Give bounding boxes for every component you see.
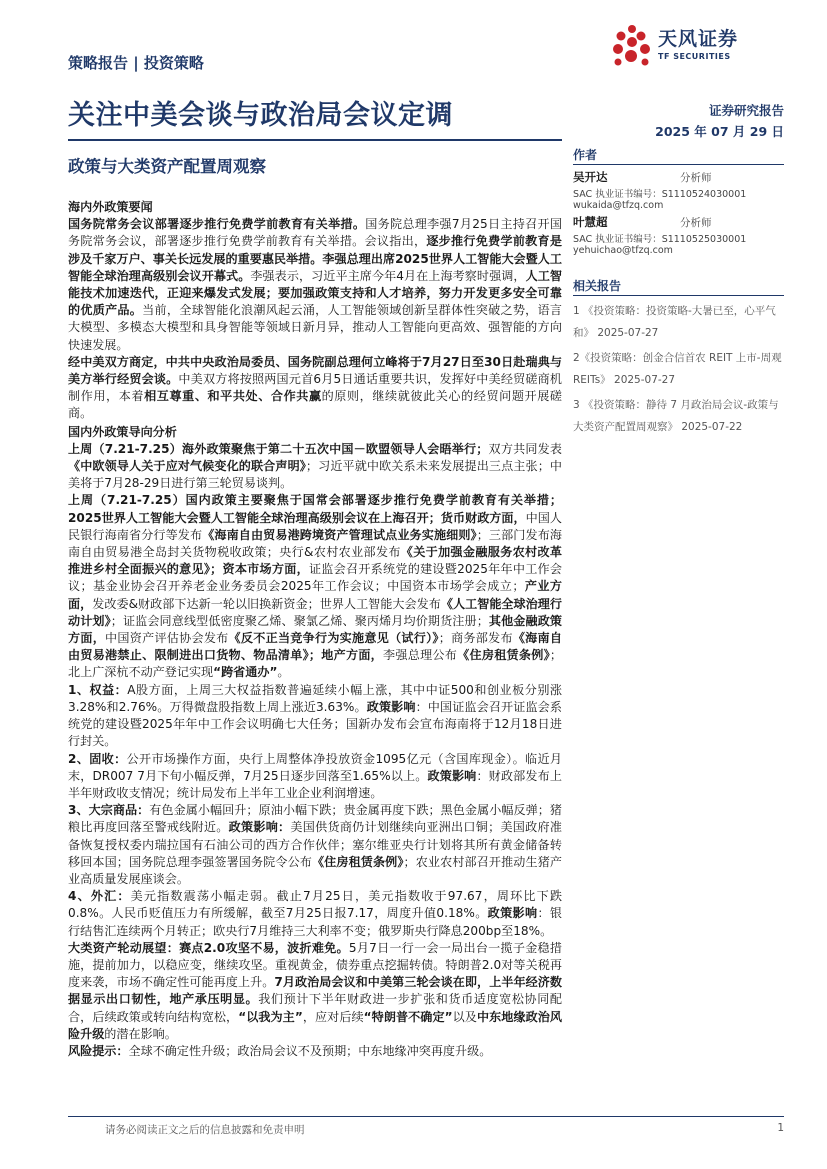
page-subtitle: 政策与大类资产配置周观察 <box>68 157 266 176</box>
report-category: 策略报告 | 投资策略 <box>68 54 204 72</box>
related-reports-list <box>573 300 787 441</box>
disclaimer-note: 请务必阅读正文之后的信息披露和免责申明 <box>105 1124 305 1136</box>
company-logo <box>610 22 770 72</box>
related-report-item[interactable]: 3 《投资策略：静待 7 月政治局会议-政策与大类资产配置周观察》 2025-07-22 <box>573 399 779 433</box>
related-report-item[interactable]: 2《投资策略：创金合信首农 REIT 上市-周观 REITs》 2025-07-27 <box>573 352 782 386</box>
paragraph: 1、权益：A股方面，上周三大权益指数普遍延续小幅上涨，其中中证500和创业板分别涨3.28%和2.76%。万得微盘股指数上周上涨近3.63%。政策影响：中国证监会召开证监会系统党的建设暨2025年年中工作会议明确七大任务；国新办发布会宣布海南将于12月18日进行封关。 <box>68 682 563 749</box>
page-number: 1 <box>777 1122 784 1134</box>
paragraph: 2、固收：公开市场操作方面，央行上周整体净投放资金1095亿元（含国库现金）。临近月末，DR007 7月下旬小幅反弹，7月25日逐步回落至1.65%以上。政策影响：财政部发布上半年财政收支情况；统计局发布上半年工业企业利润增速。 <box>68 751 563 800</box>
report-type: 证券研究报告 <box>708 103 784 118</box>
paragraph: 3、大宗商品：有色金属小幅回升；原油小幅下跌；贵金属再度下跌；黑色金属小幅反弹；猪粮比再度回落至警戒线附近。政策影响：美国供货商仍计划继续向亚洲出口铜；美国政府准备恢复授权委内瑞拉国有石油公司的西方合作伙伴；塞尔维亚央行计划将其所有黄金储备转移回本国；国务院总理李强签署国务院令公布《住房租赁条例》；农业农村部召开推动生猪产业高质量发展座谈会。 <box>68 803 562 886</box>
paragraph: 大类资产轮动展望：赛点2.0攻坚不易，波折难免。5月7日一行一会一局出台一揽子金稳措施，提前加力，以稳应变，继续攻坚。重视黄金，债券重点挖掘转债。特朗普2.0对等关税再度来袭，市场不确定性可能再度上升。7月政治局会议和中美第三轮会谈在即，上半年经济数据显示出口韧性，地产承压明显。我们预计下半年财政进一步扩张和货币适度宽松协同配合，后续政策或转向结构宽松，“以我为主”，应对后续“特朗普不确定”以及中东地缘政治风险升级的潜在影响。 <box>68 940 562 1041</box>
logo-chinese-name: 天风证券 <box>658 28 739 50</box>
related-report-item[interactable]: 1 《投资策略：投资策略-大暑已至，心平气和》 2025-07-27 <box>573 305 776 339</box>
tf-logo-icon <box>610 22 654 68</box>
author-email[interactable]: yehuichao@tfzq.com <box>573 245 673 256</box>
paragraph: 4、外汇：美元指数震荡小幅走弱。截止7月25日，美元指数收于97.67，周环比下跌0.8%。人民币贬值压力有所缓解，截至7月25日报7.17，周度升值0.18%。政策影响：银行结售汇连续两个月转正；欧央行7月维持三大利率不变；俄罗斯央行降息200bp至18%。 <box>68 889 562 938</box>
paragraph: 经中美双方商定，中共中央政治局委员、国务院副总理何立峰将于7月27日至30日赴瑞典与美方举行经贸会谈。中美双方将按照两国元首6月5日通话重要共识，发挥好中美经贸磋商机制作用，本着相互尊重、和平共处、合作共赢的原则，继续就彼此关心的经贸问题开展磋商。 <box>68 354 562 421</box>
author-role: 分析师 <box>680 217 712 229</box>
paragraph: 上周（7.21-7.25）海外政策聚焦于第二十五次中国－欧盟领导人会晤举行；双方共同发表《中欧领导人关于应对气候变化的联合声明》；习近平就中欧关系未来发展提出三点主张；中美将于7月28-29日进行第三轮贸易谈判。 <box>68 441 562 491</box>
title-divider <box>68 139 562 141</box>
section-heading: 国内外政策导向分析 <box>68 424 177 439</box>
authors-heading: 作者 <box>573 148 598 162</box>
author-sac-number: SAC 执业证书编号：S1110524030001 <box>573 189 747 200</box>
report-body <box>68 198 562 1060</box>
author-email[interactable]: wukaida@tfzq.com <box>573 200 664 211</box>
author-sac-number: SAC 执业证书编号：S1110525030001 <box>573 234 747 245</box>
author-role: 分析师 <box>680 172 712 184</box>
related-divider <box>573 295 784 296</box>
footer-divider <box>68 1116 784 1117</box>
section-heading: 海内外政策要闻 <box>68 200 153 214</box>
paragraph: 国务院常务会议部署逐步推行免费学前教育有关举措。国务院总理李强7月25日主持召开国务院常务会议，部署逐步推行免费学前教育有关举措。会议指出，逐步推行免费学前教育是涉及千家万户、事关长远发展的重要惠民举措。李强总理出席2025世界人工智能大会暨人工智能全球治理高级别会议开幕式。李强表示，习近平主席今年4月在上海考察时强调，人工智能技术加速迭代，正迎来爆发式发展；要加强政策支持和人才培养，努力开发更多安全可靠的优质产品。当前，全球智能化浪潮风起云涌，人工智能领域创新呈群体性突破之势，语言大模型、多模态大模型和具身智能等领域日新月异，推动人工智能向更高效、强智能的方向快速发展。 <box>68 217 562 352</box>
page-title: 关注中美会谈与政治局会议定调 <box>68 100 453 131</box>
paragraph: 上周（7.21-7.25）国内政策主要聚焦于国常会部署逐步推行免费学前教育有关举措；2025世界人工智能大会暨人工智能全球治理高级别会议在上海召开；货币财政方面，中国人民银行海南省分行等发布《海南自由贸易港跨境资产管理试点业务实施细则》；三部门发布海南自由贸易港全岛封关货物税收政策；央行&农村农业部发布《关于加强金融服务农村改革 推进乡村全面振兴的意见》；资本市场方面，证监会召开系统党的建设暨2025年年中工作会议；基金业协会召开养老金业务委员会2025年工作会议；中国资本市场学会成立；产业方面，发改委&财政部下达新一轮以旧换新资金；世界人工智能大会发布《人工智能全球治理行动计划》；证监会同意线型低密度聚乙烯、聚氯乙烯、聚丙烯月均价期货注册；其他金融政策方面，中国资产评估协会发布《反不正当竞争行为实施意见（试行）》；商务部发布《海南自由贸易港禁止、限制进出口货物、物品清单》；地产方面，李强总理公布《住房租赁条例》；北上广深杭不动产登记实现“跨省通办”。 <box>68 493 562 680</box>
author-name: 吴开达 <box>573 170 608 184</box>
report-date: 2025 年 07 月 29 日 <box>655 124 784 139</box>
paragraph: 风险提示：全球不确定性升级；政治局会议不及预期；中东地缘冲突再度升级。 <box>68 1043 492 1058</box>
author-name: 叶慧超 <box>573 215 608 229</box>
authors-divider <box>573 164 784 165</box>
logo-english-name: TF SECURITIES <box>658 52 731 61</box>
related-reports-heading: 相关报告 <box>573 279 622 293</box>
